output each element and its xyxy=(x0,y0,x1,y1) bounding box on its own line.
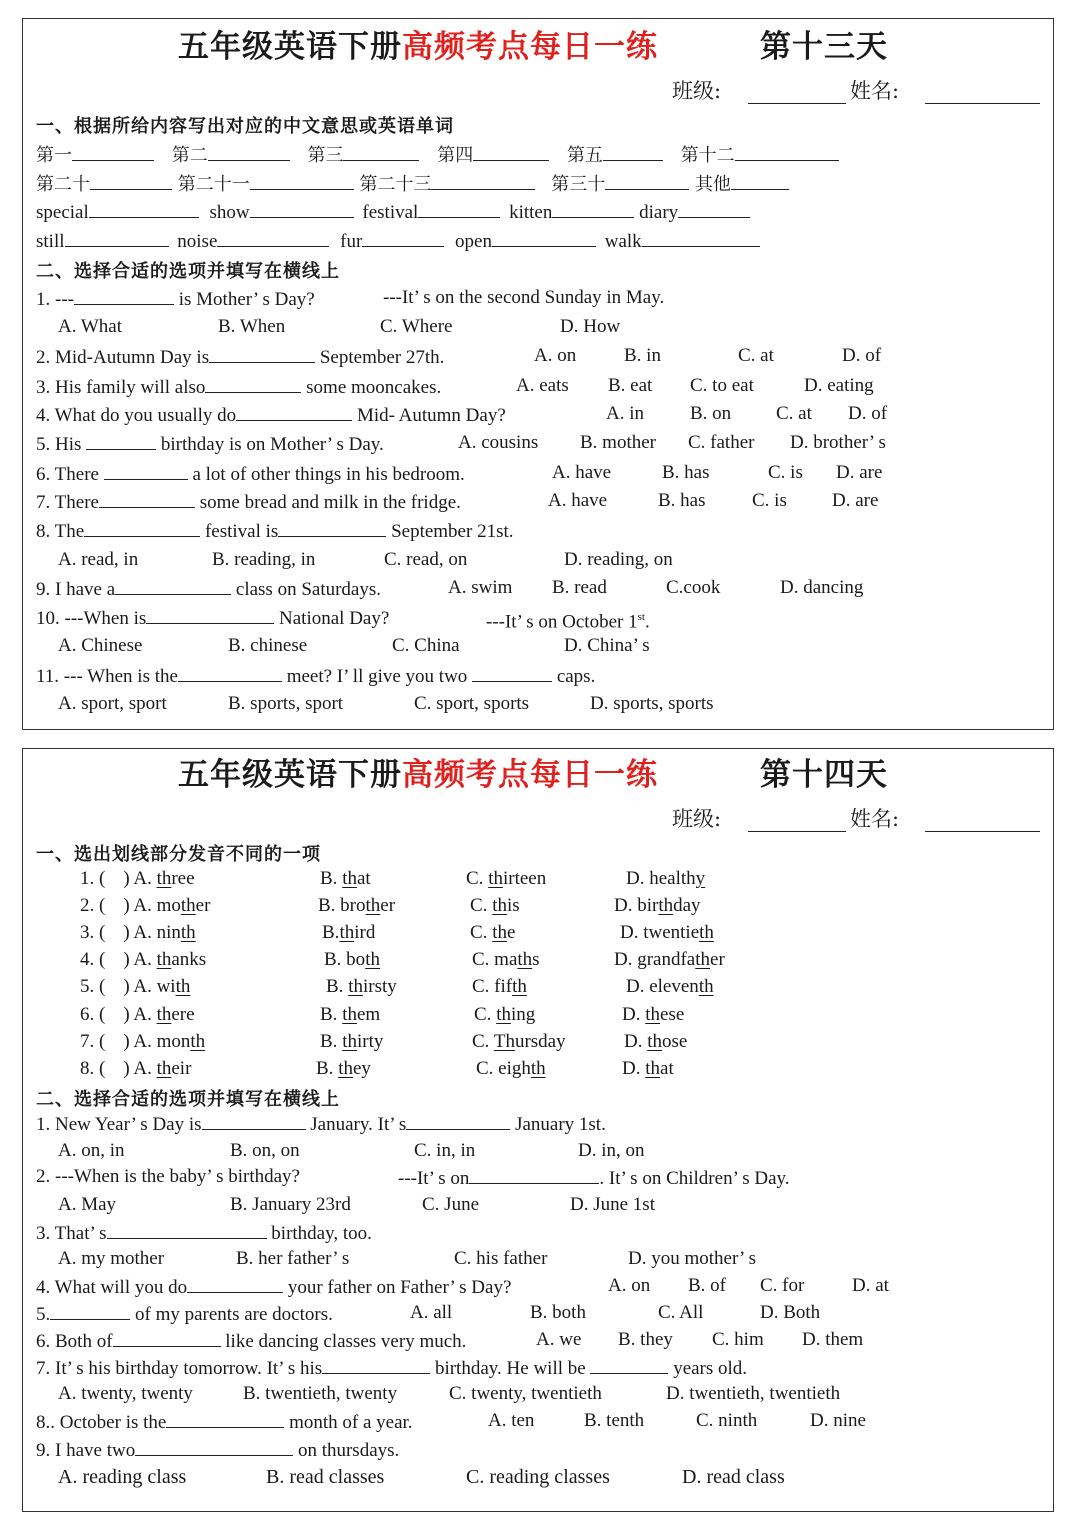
page-title: 五年级英语下册高频考点每日一练 xyxy=(178,757,658,793)
option[interactable]: B. they xyxy=(618,1329,673,1350)
answer-blank[interactable] xyxy=(107,1221,267,1239)
answer-bracket[interactable]: 1. ( xyxy=(80,868,106,889)
option[interactable]: B. chinese xyxy=(228,635,308,656)
question-7: 7. It’ s his birthday tomorrow. It’ s his birthday. He will be years old. xyxy=(36,1358,748,1379)
option[interactable]: C. read, on xyxy=(384,549,468,570)
answer-blank[interactable] xyxy=(187,1275,283,1293)
answer-blank[interactable] xyxy=(104,462,188,480)
option[interactable]: D. of xyxy=(842,345,882,366)
option[interactable]: B. has xyxy=(662,462,710,483)
option[interactable]: D. dancing xyxy=(780,577,864,598)
option[interactable]: B. twentieth, twenty xyxy=(243,1383,398,1404)
question-3: 3. That’ s birthday, too. xyxy=(36,1223,372,1244)
option-d: D. eleventh xyxy=(626,976,714,997)
option[interactable]: A. we xyxy=(536,1329,582,1350)
class-label: 班级: xyxy=(672,807,722,831)
answer-blank[interactable] xyxy=(406,1112,510,1130)
answer-blank[interactable] xyxy=(166,1410,284,1428)
vocab-row: still noise fur open walk xyxy=(36,229,760,253)
option[interactable]: C. father xyxy=(688,432,755,453)
option[interactable]: C. sport, sports xyxy=(414,693,530,714)
answer-blank[interactable] xyxy=(492,229,596,247)
question-1: 1. New Year’ s Day is January. It’ s January 1st. xyxy=(36,1114,606,1135)
option-c: C. the xyxy=(470,922,516,943)
option-c: C. thing xyxy=(474,1004,536,1025)
question-4: 4. What will you do your father on Father’ s Day? xyxy=(36,1277,512,1298)
option[interactable]: A. have xyxy=(552,462,612,483)
answer-blank[interactable] xyxy=(90,172,172,190)
option[interactable]: D. June 1st xyxy=(570,1194,655,1215)
option[interactable]: C. for xyxy=(760,1275,805,1296)
option[interactable]: B. both xyxy=(530,1302,586,1323)
option[interactable]: C. ninth xyxy=(696,1410,758,1431)
option-c: C. this xyxy=(470,895,520,916)
option[interactable]: B. read xyxy=(552,577,607,598)
answer-blank[interactable] xyxy=(552,200,634,218)
option-b: B. they xyxy=(316,1058,371,1079)
option[interactable]: C. Where xyxy=(380,316,453,337)
question-5: 5. of my parents are doctors. xyxy=(36,1304,333,1325)
question-4: 4. What do you usually do Mid- Autumn Day? xyxy=(36,405,506,426)
option[interactable]: C. at xyxy=(738,345,774,366)
option[interactable]: D. twentieth, twentieth xyxy=(666,1383,841,1404)
option[interactable]: C. him xyxy=(712,1329,764,1350)
phonics-question: 8. ( ) A. their xyxy=(80,1058,192,1079)
option[interactable]: D. at xyxy=(852,1275,889,1296)
answer-bracket[interactable]: 3. ( xyxy=(80,922,106,943)
option[interactable]: A. reading class xyxy=(58,1466,187,1488)
answer-blank[interactable] xyxy=(72,143,154,161)
question-6: 6. There a lot of other things in his bedroom. xyxy=(36,464,465,485)
answer-blank[interactable] xyxy=(603,143,663,161)
option[interactable]: C. in, in xyxy=(414,1140,476,1161)
option[interactable]: A. on xyxy=(608,1275,651,1296)
option-b: B. thirsty xyxy=(326,976,397,997)
option-c: C. maths xyxy=(472,949,540,970)
question-7: 7. There some bread and milk in the fridge. xyxy=(36,492,461,513)
question-8: 8. The festival is September 21st. xyxy=(36,521,514,542)
option[interactable]: D. you mother’ s xyxy=(628,1248,757,1269)
option[interactable]: A. What xyxy=(58,316,123,337)
option-d: D. grandfather xyxy=(614,949,725,970)
phonics-question: 2. ( ) A. mother xyxy=(80,895,211,916)
option[interactable]: B. read classes xyxy=(266,1466,385,1488)
question-2: 2. ---When is the baby’ s birthday? xyxy=(36,1166,300,1187)
option-b: B. brother xyxy=(318,895,396,916)
option[interactable]: A. swim xyxy=(448,577,513,598)
option[interactable]: B. mother xyxy=(580,432,656,453)
answer-blank[interactable] xyxy=(322,1356,430,1374)
answer-blank[interactable] xyxy=(678,200,750,218)
option[interactable]: A. read, in xyxy=(58,549,139,570)
option[interactable]: D. Both xyxy=(760,1302,821,1323)
option[interactable]: D. in, on xyxy=(578,1140,645,1161)
option[interactable]: A. on, in xyxy=(58,1140,125,1161)
option[interactable]: B. has xyxy=(658,490,706,511)
question-6: 6. Both of like dancing classes very much. xyxy=(36,1331,467,1352)
section-heading: 二、选择合适的选项并填写在横线上 xyxy=(36,261,340,282)
option[interactable]: B. January 23rd xyxy=(230,1194,351,1215)
option-d: D. twentieth xyxy=(620,922,714,943)
name-label: 姓名: xyxy=(850,79,900,103)
answer-blank[interactable] xyxy=(735,143,839,161)
option-d: D. birthday xyxy=(614,895,701,916)
option[interactable]: A. on xyxy=(534,345,577,366)
answer-blank[interactable] xyxy=(250,200,354,218)
option[interactable]: D. are xyxy=(836,462,883,483)
answer-blank[interactable] xyxy=(209,345,315,363)
option[interactable]: A. my mother xyxy=(58,1248,165,1269)
option-d: D. these xyxy=(622,1004,685,1025)
question-8: 8.. October is the month of a year. xyxy=(36,1412,413,1433)
question-2-answer: ---It’ s on . It’ s on Children’ s Day. xyxy=(398,1168,790,1189)
answer-bracket[interactable]: 6. ( xyxy=(80,1004,106,1025)
option[interactable]: D. reading, on xyxy=(564,549,673,570)
option[interactable]: B. reading, in xyxy=(212,549,316,570)
option-b: B. both xyxy=(324,949,380,970)
option[interactable]: D. nine xyxy=(810,1410,866,1431)
option[interactable]: C. June xyxy=(422,1194,479,1215)
phonics-question: 1. ( ) A. three xyxy=(80,868,195,889)
option[interactable]: B. on, on xyxy=(230,1140,300,1161)
answer-blank[interactable] xyxy=(469,1166,599,1184)
phonics-question: 7. ( ) A. month xyxy=(80,1031,206,1052)
option[interactable]: D. brother’ s xyxy=(790,432,886,453)
answer-blank[interactable] xyxy=(278,519,386,537)
option[interactable]: A. have xyxy=(548,490,608,511)
answer-blank[interactable] xyxy=(113,1329,221,1347)
class-field[interactable] xyxy=(748,86,846,104)
option[interactable]: D. How xyxy=(560,316,621,337)
option-b: B.third xyxy=(322,922,376,943)
answer-blank[interactable] xyxy=(50,1302,130,1320)
vocab-row: special show festival kitten diary xyxy=(36,200,750,224)
option-b: B. them xyxy=(320,1004,381,1025)
phonics-question: 6. ( ) A. there xyxy=(80,1004,195,1025)
answer-blank[interactable] xyxy=(472,664,552,682)
answer-bracket[interactable]: 7. ( xyxy=(80,1031,106,1052)
option[interactable]: B. eat xyxy=(608,375,653,396)
option[interactable]: A. ten xyxy=(488,1410,535,1431)
answer-blank[interactable] xyxy=(217,229,329,247)
option-d: D. that xyxy=(622,1058,674,1079)
answer-blank[interactable] xyxy=(250,172,354,190)
answer-blank[interactable] xyxy=(362,229,444,247)
answer-bracket[interactable]: 2. ( xyxy=(80,895,106,916)
answer-blank[interactable] xyxy=(431,172,535,190)
answer-blank[interactable] xyxy=(178,664,282,682)
section-heading: 一、选出划线部分发音不同的一项 xyxy=(36,844,321,865)
answer-blank[interactable] xyxy=(99,490,195,508)
answer-blank[interactable] xyxy=(473,143,549,161)
option[interactable]: C. to eat xyxy=(690,375,754,396)
question-1-answer: ---It’ s on the second Sunday in May. xyxy=(383,287,665,308)
question-9: 9. I have a class on Saturdays. xyxy=(36,579,382,600)
option[interactable]: C. is xyxy=(752,490,787,511)
answer-blank[interactable] xyxy=(208,143,290,161)
option[interactable]: D. them xyxy=(802,1329,864,1350)
option[interactable]: A. twenty, twenty xyxy=(58,1383,193,1404)
question-3: 3. His family will also some mooncakes. xyxy=(36,377,442,398)
option[interactable]: B. of xyxy=(688,1275,726,1296)
option[interactable]: A. sport, sport xyxy=(58,693,167,714)
vocab-row: 第一 第二 第三 第四 第五 第十二 xyxy=(36,143,839,167)
option-c: C. eighth xyxy=(476,1058,546,1079)
option[interactable]: A. May xyxy=(58,1194,117,1215)
option[interactable]: B. in xyxy=(624,345,661,366)
question-10-answer: ---It’ s on October 1st. xyxy=(486,611,650,633)
question-1: 1. --- is Mother’ s Day? xyxy=(36,289,315,310)
answer-blank[interactable] xyxy=(74,287,174,305)
option[interactable]: C. at xyxy=(776,403,812,424)
answer-blank[interactable] xyxy=(89,200,199,218)
question-5: 5. His birthday is on Mother’ s Day. xyxy=(36,434,384,455)
phonics-question: 5. ( ) A. with xyxy=(80,976,191,997)
option[interactable]: D. of xyxy=(848,403,888,424)
section-heading: 二、选择合适的选项并填写在横线上 xyxy=(36,1089,340,1110)
option[interactable]: A. Chinese xyxy=(58,635,143,656)
option[interactable]: D. read class xyxy=(682,1466,785,1488)
answer-bracket[interactable]: 5. ( xyxy=(80,976,106,997)
class-label: 班级: xyxy=(672,79,722,103)
option[interactable]: A. eats xyxy=(516,375,569,396)
option[interactable]: B. her father’ s xyxy=(236,1248,350,1269)
answer-blank[interactable] xyxy=(65,229,169,247)
option[interactable]: D. eating xyxy=(804,375,874,396)
answer-blank[interactable] xyxy=(205,375,301,393)
answer-blank[interactable] xyxy=(135,1438,293,1456)
name-field[interactable] xyxy=(925,86,1040,104)
answer-blank[interactable] xyxy=(236,403,352,421)
day-title: 第十四天 xyxy=(760,757,888,793)
answer-blank[interactable] xyxy=(642,229,760,247)
phonics-question: 4. ( ) A. thanks xyxy=(80,949,207,970)
option[interactable]: C. reading classes xyxy=(466,1466,610,1488)
option[interactable]: A. cousins xyxy=(458,432,539,453)
answer-blank[interactable] xyxy=(605,172,689,190)
question-9: 9. I have two on thursdays. xyxy=(36,1440,400,1461)
answer-bracket[interactable]: 4. ( xyxy=(80,949,106,970)
option-d: D. healthy xyxy=(626,868,706,889)
answer-blank[interactable] xyxy=(86,432,156,450)
question-11: 11. --- When is the meet? I’ ll give you two caps. xyxy=(36,666,596,687)
option[interactable]: C.cook xyxy=(666,577,721,598)
option-d: D. those xyxy=(624,1031,688,1052)
option[interactable]: C. twenty, twentieth xyxy=(449,1383,602,1404)
option-b: B. that xyxy=(320,868,371,889)
option[interactable]: A. all xyxy=(410,1302,453,1323)
option-c: C. thirteen xyxy=(466,868,547,889)
name-field[interactable] xyxy=(925,814,1040,832)
answer-blank[interactable] xyxy=(84,519,200,537)
name-label: 姓名: xyxy=(850,807,900,831)
option-c: C. Thursday xyxy=(472,1031,566,1052)
answer-blank[interactable] xyxy=(115,577,231,595)
answer-blank[interactable] xyxy=(590,1356,668,1374)
option[interactable]: D. sports, sports xyxy=(590,693,714,714)
answer-blank[interactable] xyxy=(418,200,500,218)
answer-bracket[interactable]: 8. ( xyxy=(80,1058,106,1079)
day-title: 第十三天 xyxy=(760,29,888,65)
phonics-question: 3. ( ) A. ninth xyxy=(80,922,196,943)
answer-blank[interactable] xyxy=(343,143,419,161)
answer-blank[interactable] xyxy=(146,606,274,624)
option[interactable]: C. China xyxy=(392,635,460,656)
answer-blank[interactable] xyxy=(731,172,789,190)
option[interactable]: B. sports, sport xyxy=(228,693,344,714)
option[interactable]: A. in xyxy=(606,403,644,424)
question-10: 10. ---When is National Day? xyxy=(36,608,390,629)
option[interactable]: C. All xyxy=(658,1302,704,1323)
option-c: C. fifth xyxy=(472,976,527,997)
option[interactable]: C. is xyxy=(768,462,803,483)
question-2: 2. Mid-Autumn Day is September 27th. xyxy=(36,347,445,368)
option[interactable]: B. When xyxy=(218,316,286,337)
page-title: 五年级英语下册高频考点每日一练 xyxy=(178,29,658,65)
vocab-row: 第二十 第二十一 第二十三 第三十 其他 xyxy=(36,172,789,196)
section-heading: 一、根据所给内容写出对应的中文意思或英语单词 xyxy=(36,116,454,137)
option-b: B. thirty xyxy=(320,1031,384,1052)
class-field[interactable] xyxy=(748,814,846,832)
option[interactable]: B. on xyxy=(690,403,732,424)
option[interactable]: B. tenth xyxy=(584,1410,645,1431)
option[interactable]: D. are xyxy=(832,490,879,511)
option[interactable]: D. China’ s xyxy=(564,635,650,656)
option[interactable]: C. his father xyxy=(454,1248,548,1269)
answer-blank[interactable] xyxy=(202,1112,306,1130)
